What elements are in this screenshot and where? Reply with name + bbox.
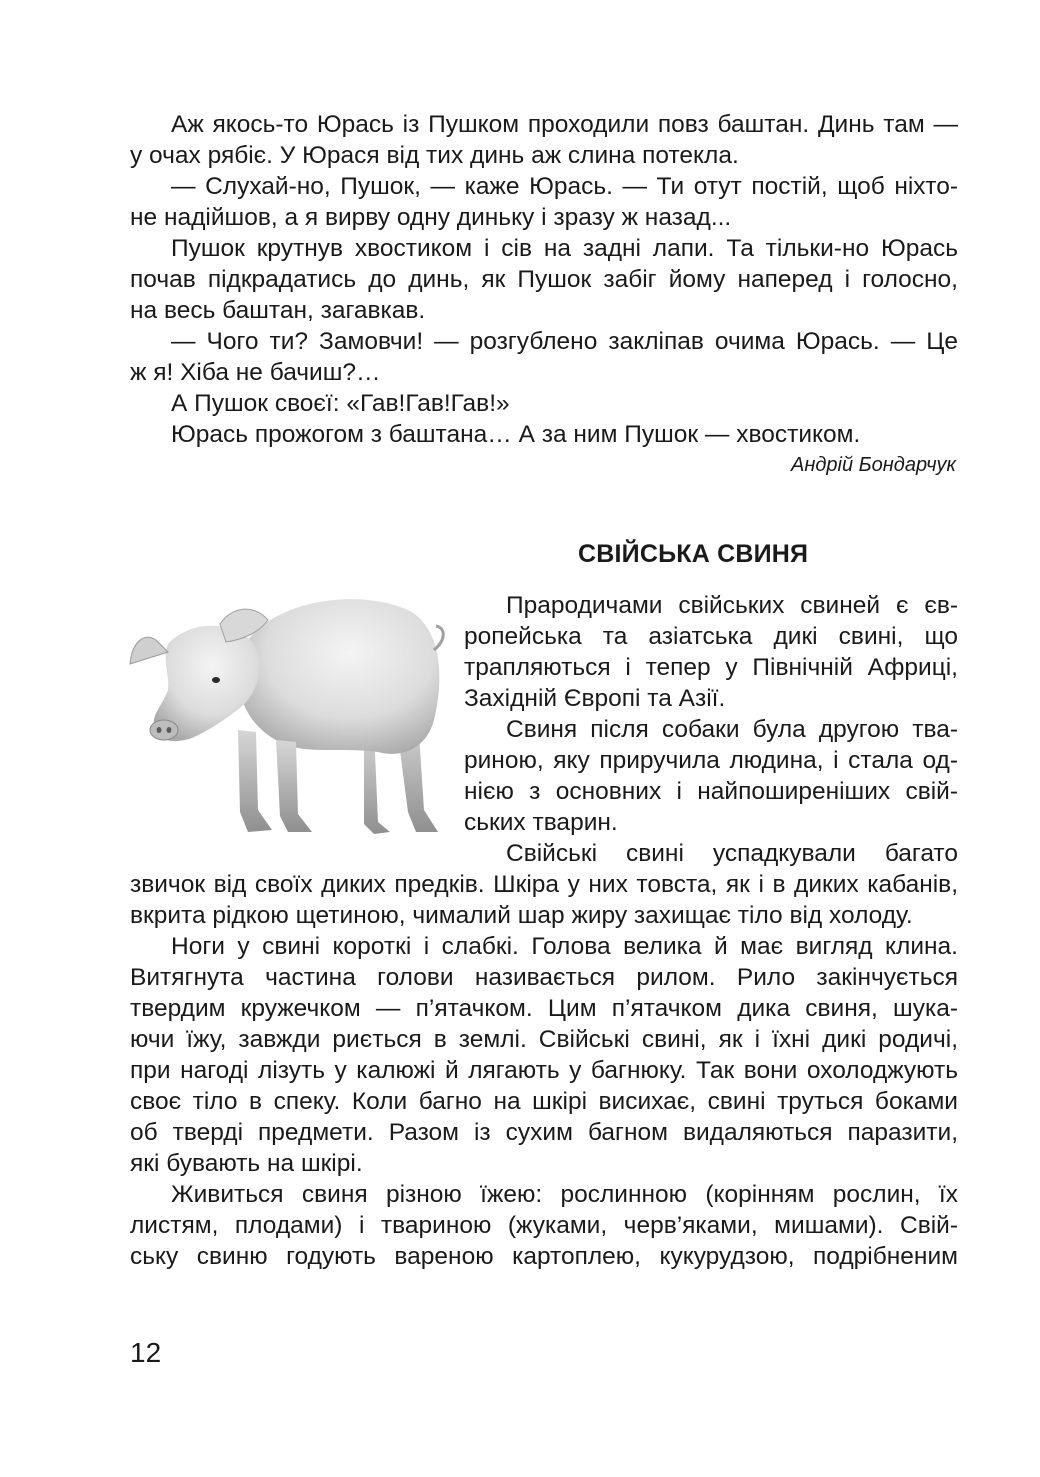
story-line: Пушок крутнув хвостиком і сів на задні лапи. Та тільки-но Юрась (171, 235, 958, 262)
article-line: нією з основних і найпоширеніших свій- (464, 778, 958, 805)
article-line: які бувають на шкірі. (130, 1150, 363, 1177)
article-line: ських тварин. (464, 809, 618, 836)
article-line: риною, яку приручила людина, і стала од- (464, 747, 958, 774)
story-author: Андрій Бондарчук (791, 454, 956, 476)
article-line: Ноги у свині короткі і слабкі. Голова велика й має вигляд клина. (171, 933, 958, 960)
story-line: ж я! Хіба не бачиш?… (130, 359, 381, 386)
article-line: Прародичами свійських свиней є єв- (506, 592, 958, 619)
story-line: у очах рябіє. У Юрася від тих динь аж слина потекла. (130, 142, 739, 169)
article-line: ропейська та азіатська дикі свині, що (464, 623, 958, 650)
story-line: Юрась прожогом з баштана… А за ним Пушок — хвостиком. (171, 421, 861, 448)
article-line: при нагоді лізуть у калюжі й лягають у багнюку. Так вони охолоджують (130, 1057, 958, 1084)
article-line: своє тіло в спеку. Коли багно на шкірі висихає, свині труться боками (130, 1088, 958, 1115)
article-line: листям, плодами) і твариною (жуками, черв’яками, мишами). Свій- (130, 1212, 958, 1239)
article-line: Західній Європі та Азії. (464, 685, 726, 712)
pig-photo-icon (128, 580, 448, 850)
article-line: ську свиню годують вареною картоплею, кукурудзою, подрібненим (130, 1243, 958, 1270)
article-line: об тверді предмети. Разом із сухим багном видаляються паразити, (130, 1119, 958, 1146)
story-line: — Слухай-но, Пушок, — каже Юрась. — Ти отут постій, щоб ніхто- (171, 173, 958, 200)
article-line: твердим кружечком — п’ятачком. Цим п’ятачком дика свиня, шука- (130, 995, 958, 1022)
article-line: трапляються і тепер у Північній Африці, (464, 654, 958, 681)
article-line: Витягнута частина голови називається рилом. Рило закінчується (130, 964, 958, 991)
article-line: вкрита рідкою щетиною, чималий шар жиру захищає тіло від холоду. (130, 902, 913, 929)
article-title: СВІЙСЬКА СВИНЯ (578, 540, 809, 568)
article-line: ючи їжу, завжди риється в землі. Свійські свині, як і їхні дикі родичі, (130, 1026, 958, 1053)
article-line: Живиться свиня різною їжею: рослинною (корінням рослин, їх (171, 1181, 958, 1208)
article-line: Свиня після собаки була другою тва- (506, 716, 958, 743)
page-number: 12 (130, 1337, 162, 1368)
story-line: на весь баштан, загавкав. (130, 297, 426, 324)
story-line: Аж якось-то Юрась із Пушком проходили повз баштан. Динь там — (171, 111, 958, 138)
story-line: не надійшов, а я вирву одну диньку і зразу ж назад... (130, 204, 732, 231)
story-line: А Пушок своєї: «Гав!Гав!Гав!» (171, 390, 510, 417)
story-line: — Чого ти? Замовчи! — розгублено заклiпав очима Юрась. — Це (171, 328, 958, 355)
article-line: звичок від своїх диких предків. Шкіра у них товста, як і в диких кабанів, (130, 871, 958, 898)
article-line: Свійські свині успадкували багато (506, 840, 958, 867)
story-line: почав підкрадатись до динь, як Пушок забіг йому наперед і голосно, (130, 266, 958, 293)
